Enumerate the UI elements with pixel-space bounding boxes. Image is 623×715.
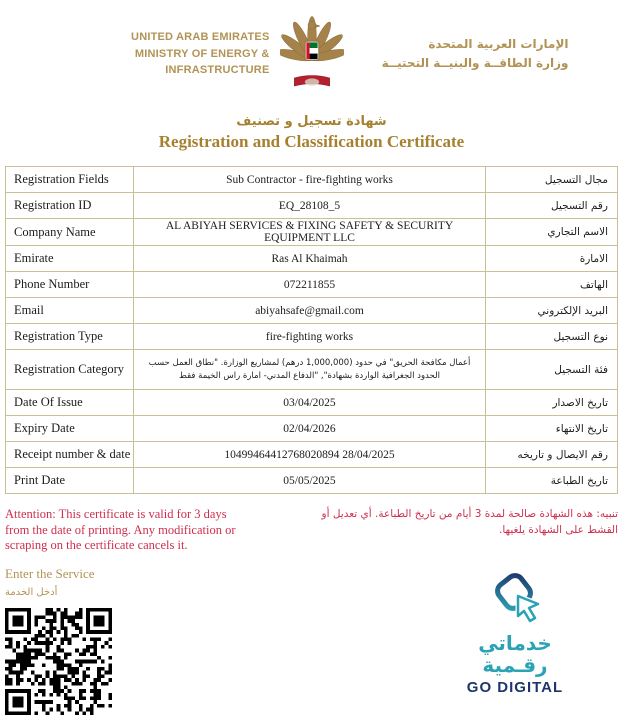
qr-code[interactable] [5,608,112,715]
field-label-ar: تاريخ الطباعة [486,468,618,494]
field-label-ar: تاريخ الانتهاء [486,416,618,442]
field-value: 072211855 [134,272,486,298]
certificate-title-en: Registration and Classification Certificate [158,132,465,151]
field-label-ar: الامارة [486,246,618,272]
certificate-footer [5,566,618,715]
ministry-header [0,0,623,92]
uae-falcon-emblem-icon [280,16,344,92]
table-row [6,246,618,272]
attention-text-ar: تنبيه: هذه الشهادة صالحة لمدة 3 أيام من تاريخ الطباعة. أي تعديل أو القشط على الشهادة يلغيها. [321,508,618,536]
field-label-en: Expiry Date [6,416,134,442]
certificate-title [0,114,623,152]
field-label-ar: مجال التسجيل [486,167,618,193]
field-label-ar: نوع التسجيل [486,324,618,350]
table-row [6,390,618,416]
ministry-name-en: MINISTRY OF ENERGY & INFRASTRUCTURE [134,47,270,77]
certificate-title-ar: شهادة تسجيل و تصنيف [236,114,387,129]
field-label-en: Registration Type [6,324,134,350]
enter-service-label-ar: أدخل الخدمة [5,586,58,598]
table-row [6,193,618,219]
field-label-en: Email [6,298,134,324]
field-label-ar: فئة التسجيل [486,350,618,390]
field-value: أعمال مكافحة الحريق" في حدود (1,000,000 درهم) لمشاريع الوزارة. "نطاق العمل حسب الحدود الجغرافية الواردة بشهادة", "الدفاع المدني- امارة راس الخيمة فقط [134,350,486,390]
certificate-table-body [6,167,618,494]
table-row [6,298,618,324]
table-row [6,219,618,246]
field-label-en: Emirate [6,246,134,272]
field-label-en: Phone Number [6,272,134,298]
field-value: abiyahsafe@gmail.com [134,298,486,324]
field-label-en: Print Date [6,468,134,494]
field-label-ar: تاريخ الاصدار [486,390,618,416]
field-label-ar: رقم التسجيل [486,193,618,219]
enter-service-block [5,566,265,715]
table-row [6,442,618,468]
go-digital-arabic-line2: رقـمية [482,652,548,677]
ministry-name-english [55,29,270,79]
field-label-ar: الهاتف [486,272,618,298]
table-row [6,350,618,390]
attention-note [5,507,618,554]
table-row [6,416,618,442]
certificate-table [5,166,618,494]
go-digital-arabic-line1: خدماتي [478,630,552,655]
table-row [6,272,618,298]
enter-service-label-en: Enter the Service [5,565,95,581]
field-value: Sub Contractor - fire-fighting works [134,167,486,193]
country-name-en: UNITED ARAB EMIRATES [131,31,270,44]
country-name-ar: الإمارات العربية المتحدة [428,36,569,51]
field-value: 03/04/2025 [134,390,486,416]
table-row [6,468,618,494]
field-label-ar: الاسم التجاري [486,219,618,246]
field-label-en: Receipt number & date [6,442,134,468]
go-digital-english: GO DIGITAL [466,678,564,696]
table-row [6,167,618,193]
field-label-en: Registration Fields [6,167,134,193]
field-label-en: Company Name [6,219,134,246]
ministry-name-ar: وزارة الطاقــة والبنيــة التحتيــة [381,56,569,70]
field-label-en: Registration ID [6,193,134,219]
field-label-en: Registration Category [6,350,134,390]
attention-text-en: Attention: This certificate is valid for 3 days from the date of printing. Any modification or scraping on the certificate cancels it. [5,507,236,553]
field-value: Ras Al Khaimah [134,246,486,272]
field-value: 05/05/2025 [134,468,486,494]
field-label-en: Date Of Issue [6,390,134,416]
field-value: fire-fighting works [134,324,486,350]
field-value: 10499464412768020894 28/04/2025 [134,442,486,468]
go-digital-logo [430,570,600,696]
field-value: AL ABIYAH SERVICES & FIXING SAFETY & SECURITY EQUIPMENT LLC [134,219,486,246]
ministry-name-arabic [354,35,569,73]
table-row [6,324,618,350]
field-value: EQ_28108_5 [134,193,486,219]
cursor-click-icon [476,570,554,632]
field-label-ar: رقم الايصال و تاريخه [486,442,618,468]
field-value: 02/04/2026 [134,416,486,442]
field-label-ar: البريد الإلكتروني [486,298,618,324]
